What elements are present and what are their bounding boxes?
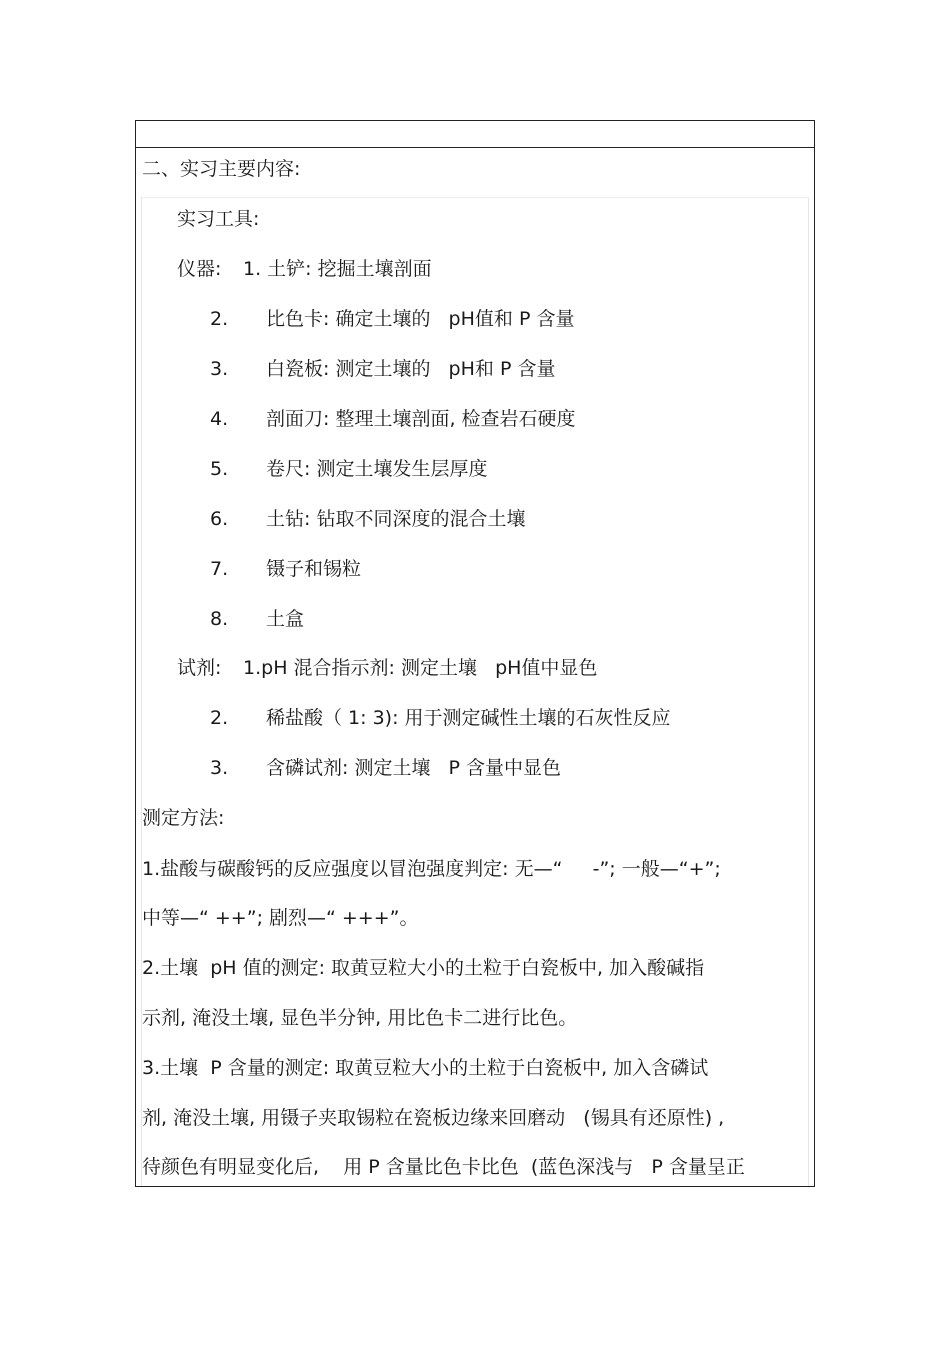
- item-text: 比色卡: 确定土壤的 pH值和 P 含量: [266, 308, 575, 330]
- item-number: 2.: [210, 308, 229, 330]
- method-line: 2.土壤 pH 值的测定: 取黄豆粒大小的土粒于白瓷板中, 加入酸碱指: [142, 957, 705, 979]
- method-line: 1.盐酸与碳酸钙的反应强度以冒泡强度判定: 无—“ -”; 一般—“+”;: [142, 858, 721, 880]
- item-text: 土钻: 钻取不同深度的混合土壤: [266, 508, 526, 530]
- item-text: 剖面刀: 整理土壤剖面, 检查岩石硬度: [266, 408, 576, 430]
- instrument-item-1: 1. 土铲: 挖掘土壤剖面: [243, 258, 432, 280]
- methods-heading: 测定方法:: [142, 807, 225, 829]
- method-line: 示剂, 淹没土壤, 显色半分钟, 用比色卡二进行比色。: [142, 1007, 578, 1029]
- item-number: 5.: [210, 458, 229, 480]
- item-number: 3.: [210, 757, 229, 779]
- reagents-label: 试剂:: [177, 657, 222, 679]
- item-number: 8.: [210, 608, 229, 630]
- item-number: 6.: [210, 508, 229, 530]
- item-number: 7.: [210, 558, 229, 580]
- reagent-item-1: 1.pH 混合指示剂: 测定土壤 pH值中显色: [243, 657, 598, 679]
- item-text: 镊子和锡粒: [266, 558, 362, 580]
- item-text: 白瓷板: 测定土壤的 pH和 P 含量: [266, 358, 556, 380]
- instruments-label: 仪器:: [177, 258, 222, 280]
- inner-cell: [141, 197, 809, 1186]
- item-number: 4.: [210, 408, 229, 430]
- item-text: 土盒: [266, 608, 305, 630]
- tools-heading: 实习工具:: [177, 208, 260, 230]
- method-line: 剂, 淹没土壤, 用镊子夹取锡粒在瓷板边缘来回磨动 (锡具有还原性) ,: [142, 1107, 725, 1129]
- item-text: 含磷试剂: 测定土壤 P 含量中显色: [266, 757, 562, 779]
- section-title: 二、实习主要内容:: [142, 158, 301, 180]
- item-number: 2.: [210, 707, 229, 729]
- method-line: 3.土壤 P 含量的测定: 取黄豆粒大小的土粒于白瓷板中, 加入含磷试: [142, 1057, 709, 1079]
- table-header-row: [136, 121, 814, 148]
- method-line: 待颜色有明显变化后, 用 P 含量比色卡比色 (蓝色深浅与 P 含量呈正: [142, 1156, 745, 1178]
- item-text: 稀盐酸（ 1: 3): 用于测定碱性土壤的石灰性反应: [266, 707, 671, 729]
- item-number: 3.: [210, 358, 229, 380]
- item-text: 卷尺: 测定土壤发生层厚度: [266, 458, 488, 480]
- method-line: 中等—“ ++”; 剧烈—“ +++”。: [142, 907, 419, 929]
